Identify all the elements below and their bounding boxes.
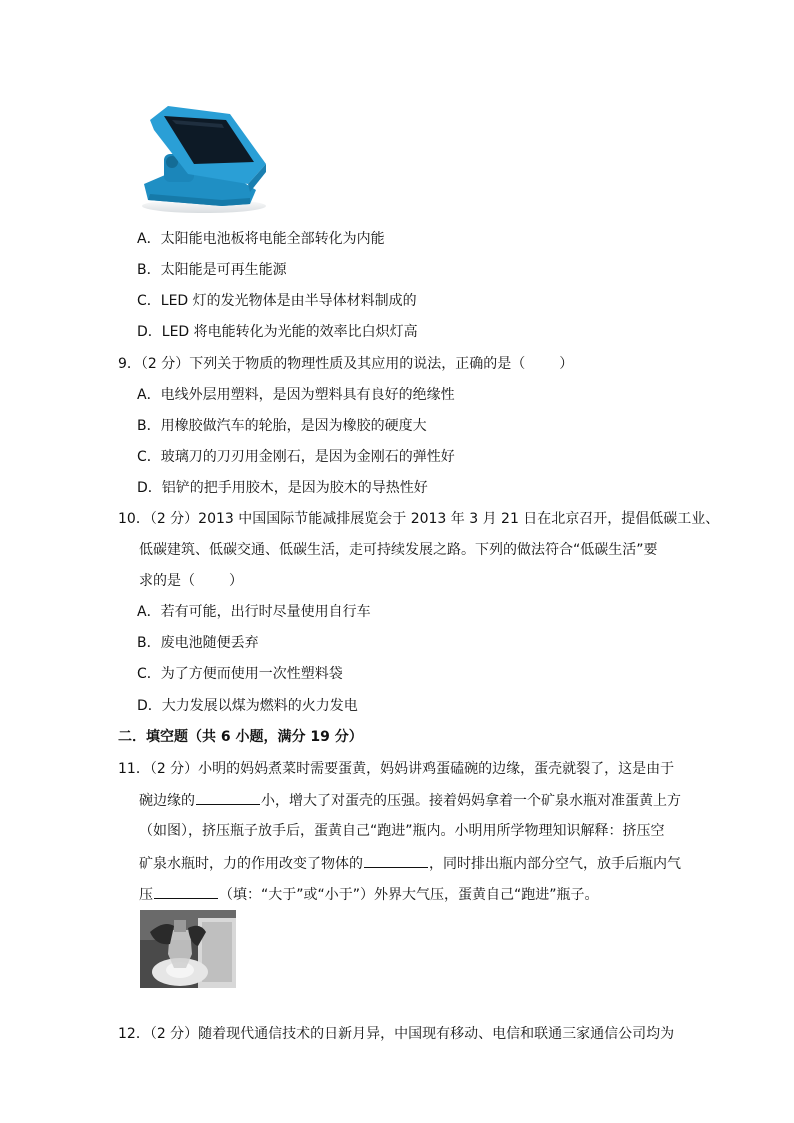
q10-stem-close: ） (229, 573, 243, 589)
q8-option-b: B．太阳能是可再生能源 (137, 262, 287, 278)
q11-text: （填：“大于”或“小于”）外界大气压，蛋黄自己“跑进”瓶子。 (219, 887, 599, 903)
q11-line4 (139, 853, 681, 874)
q11-line3: （如图），挤压瓶子放手后，蛋黄自己“跑进”瓶内。小明用所学物理知识解释：挤压空 (139, 823, 665, 839)
q10-stem-line3 (139, 571, 243, 591)
q10-option-c: C．为了方便而使用一次性塑料袋 (137, 666, 343, 682)
q9-stem-close: ） (559, 356, 574, 372)
section-title: 二．填空题（共 6 小题，满分 19 分） (118, 729, 363, 745)
q11-line5 (139, 884, 599, 905)
q10-stem-text: 求的是（ (139, 573, 195, 589)
answer-blank[interactable] (364, 853, 428, 868)
q11-text: 碗边缘的 (139, 793, 195, 809)
bottle-egg-photo (140, 910, 236, 988)
q8-option-c: C．LED 灯的发光物体是由半导体材料制成的 (137, 293, 417, 309)
q11-text: ，同时排出瓶内部分空气，放手后瓶内气 (429, 856, 681, 872)
q12-line1: 12．（2 分）随着现代通信技术的日新月异，中国现有移动、电信和联通三家通信公司均为 (118, 1026, 675, 1042)
q10-option-d: D．大力发展以煤为燃料的火力发电 (137, 698, 358, 714)
q8-option-a: A．太阳能电池板将电能全部转化为内能 (137, 231, 385, 247)
q11-text: 矿泉水瓶时，力的作用改变了物体的 (139, 856, 363, 872)
answer-blank[interactable] (196, 790, 260, 805)
q9-option-b: B．用橡胶做汽车的轮胎，是因为橡胶的硬度大 (137, 418, 427, 434)
answer-blank[interactable] (154, 884, 218, 899)
q9-stem-text: 9．（2 分）下列关于物质的物理性质及其应用的说法，正确的是（ (118, 356, 526, 372)
q9-option-c: C．玻璃刀的刀刃用金刚石，是因为金刚石的弹性好 (137, 449, 455, 465)
q10-stem-line1: 10．（2 分）2013 中国国际节能减排展览会于 2013 年 3 月 21 日在北京召开，提倡低碳工业、 (118, 511, 720, 527)
q10-option-b: B．废电池随便丢弃 (137, 635, 259, 651)
q8-option-d: D．LED 将电能转化为光能的效率比白炽灯高 (137, 324, 418, 340)
q11-text: 小，增大了对蛋壳的压强。接着妈妈拿着一个矿泉水瓶对准蛋黄上方 (261, 793, 681, 809)
q9-stem (118, 354, 573, 374)
solar-clip-image (138, 100, 268, 214)
q11-text: 压 (139, 887, 153, 903)
q11-line2 (139, 790, 681, 811)
q10-stem-line2: 低碳建筑、低碳交通、低碳生活，走可持续发展之路。下列的做法符合“低碳生活”要 (139, 542, 658, 558)
q10-option-a: A．若有可能，出行时尽量使用自行车 (137, 604, 371, 620)
q9-option-d: D．铝铲的把手用胶木，是因为胶木的导热性好 (137, 480, 428, 496)
q9-option-a: A．电线外层用塑料，是因为塑料具有良好的绝缘性 (137, 387, 455, 403)
q11-line1: 11．（2 分）小明的妈妈煮菜时需要蛋黄，妈妈讲鸡蛋磕碗的边缘，蛋壳就裂了，这是由于 (118, 761, 675, 777)
